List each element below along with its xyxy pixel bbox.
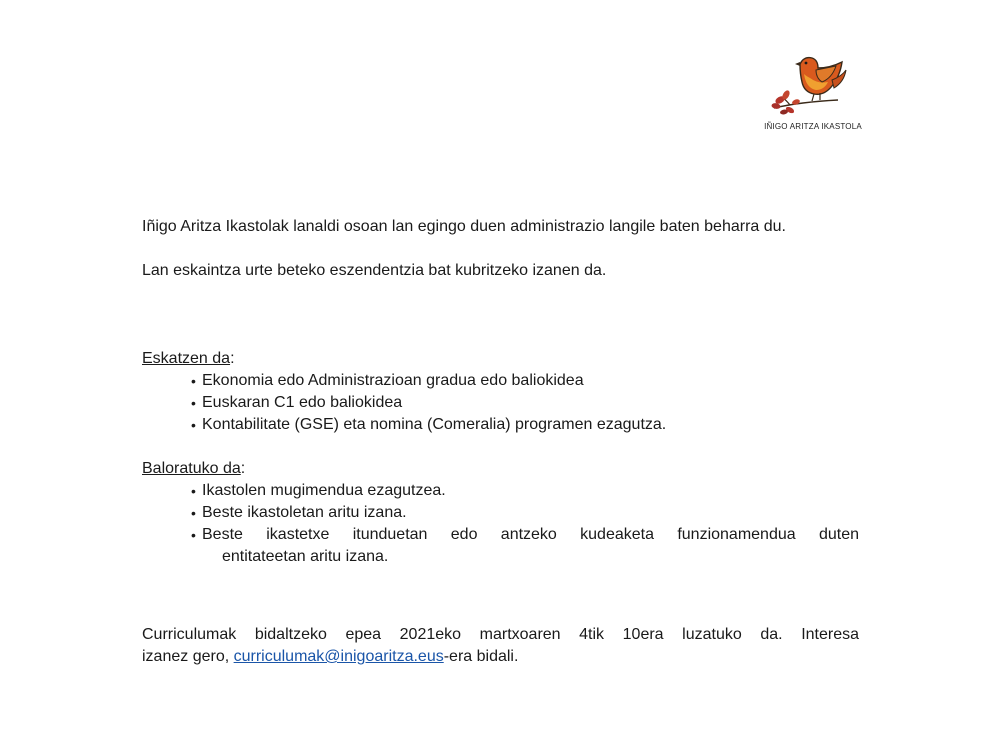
bullet-icon: • [191,505,196,521]
requirements-title [142,348,859,370]
valued-long-line-2: entitateetan aritu izana. [222,548,389,565]
closing-line-1 [142,624,859,646]
logo-text: IÑIGO ARITZA IKASTOLA [764,122,862,131]
requirement-text: Ekonomia edo Administrazioan gradua edo baliokidea [202,372,584,389]
valued-text: Beste ikastoletan aritu izana. [202,504,407,521]
school-logo [760,50,866,134]
closing-prefix: izanez gero, [142,648,234,665]
list-item [190,370,859,392]
list-item [190,524,859,568]
valued-text-line-1 [202,524,859,546]
email-link[interactable]: curriculumak@inigoaritza.eus [233,648,444,665]
closing-text-1: Curriculumak bidaltzeko epea 2021eko martxoaren 4tik 10era luzatuko da. Interesa [142,626,859,643]
intro-paragraph-2: Lan eskaintza urte beteko eszendentzia bat kubritzeko izanen da. [142,262,607,279]
list-item [190,392,859,414]
closing-line-2 [142,646,859,668]
bullet-icon: • [191,483,196,499]
valued-list [142,480,859,568]
requirement-text: Kontabilitate (GSE) eta nomina (Comeralia) programen ezagutza. [202,416,667,433]
requirement-text: Euskaran C1 edo baliokidea [202,394,403,411]
valued-long-line-1: Beste ikastetxe itunduetan edo antzeko kudeaketa funzionamendua duten [202,526,859,543]
list-item [190,414,859,436]
list-item [190,480,859,502]
intro-paragraph-1: Iñigo Aritza Ikastolak lanaldi osoan lan egingo duen administrazio langile baten beharra du. [142,218,786,235]
bullet-icon: • [191,373,196,389]
closing-suffix: -era bidali. [443,648,519,665]
valued-title [142,458,859,480]
valued-text: Ikastolen mugimendua ezagutzea. [202,482,446,499]
bird-on-branch-icon [760,50,866,120]
requirements-title-colon: : [230,350,235,367]
requirements-title-text: Eskatzen da [142,350,231,367]
valued-title-text: Baloratuko da [142,460,241,477]
requirements-list [142,370,859,436]
job-posting-body [142,216,859,668]
valued-title-colon: : [240,460,246,477]
list-item [190,502,859,524]
bullet-icon: • [191,527,196,543]
bullet-icon: • [191,395,196,411]
bullet-icon: • [191,417,196,433]
